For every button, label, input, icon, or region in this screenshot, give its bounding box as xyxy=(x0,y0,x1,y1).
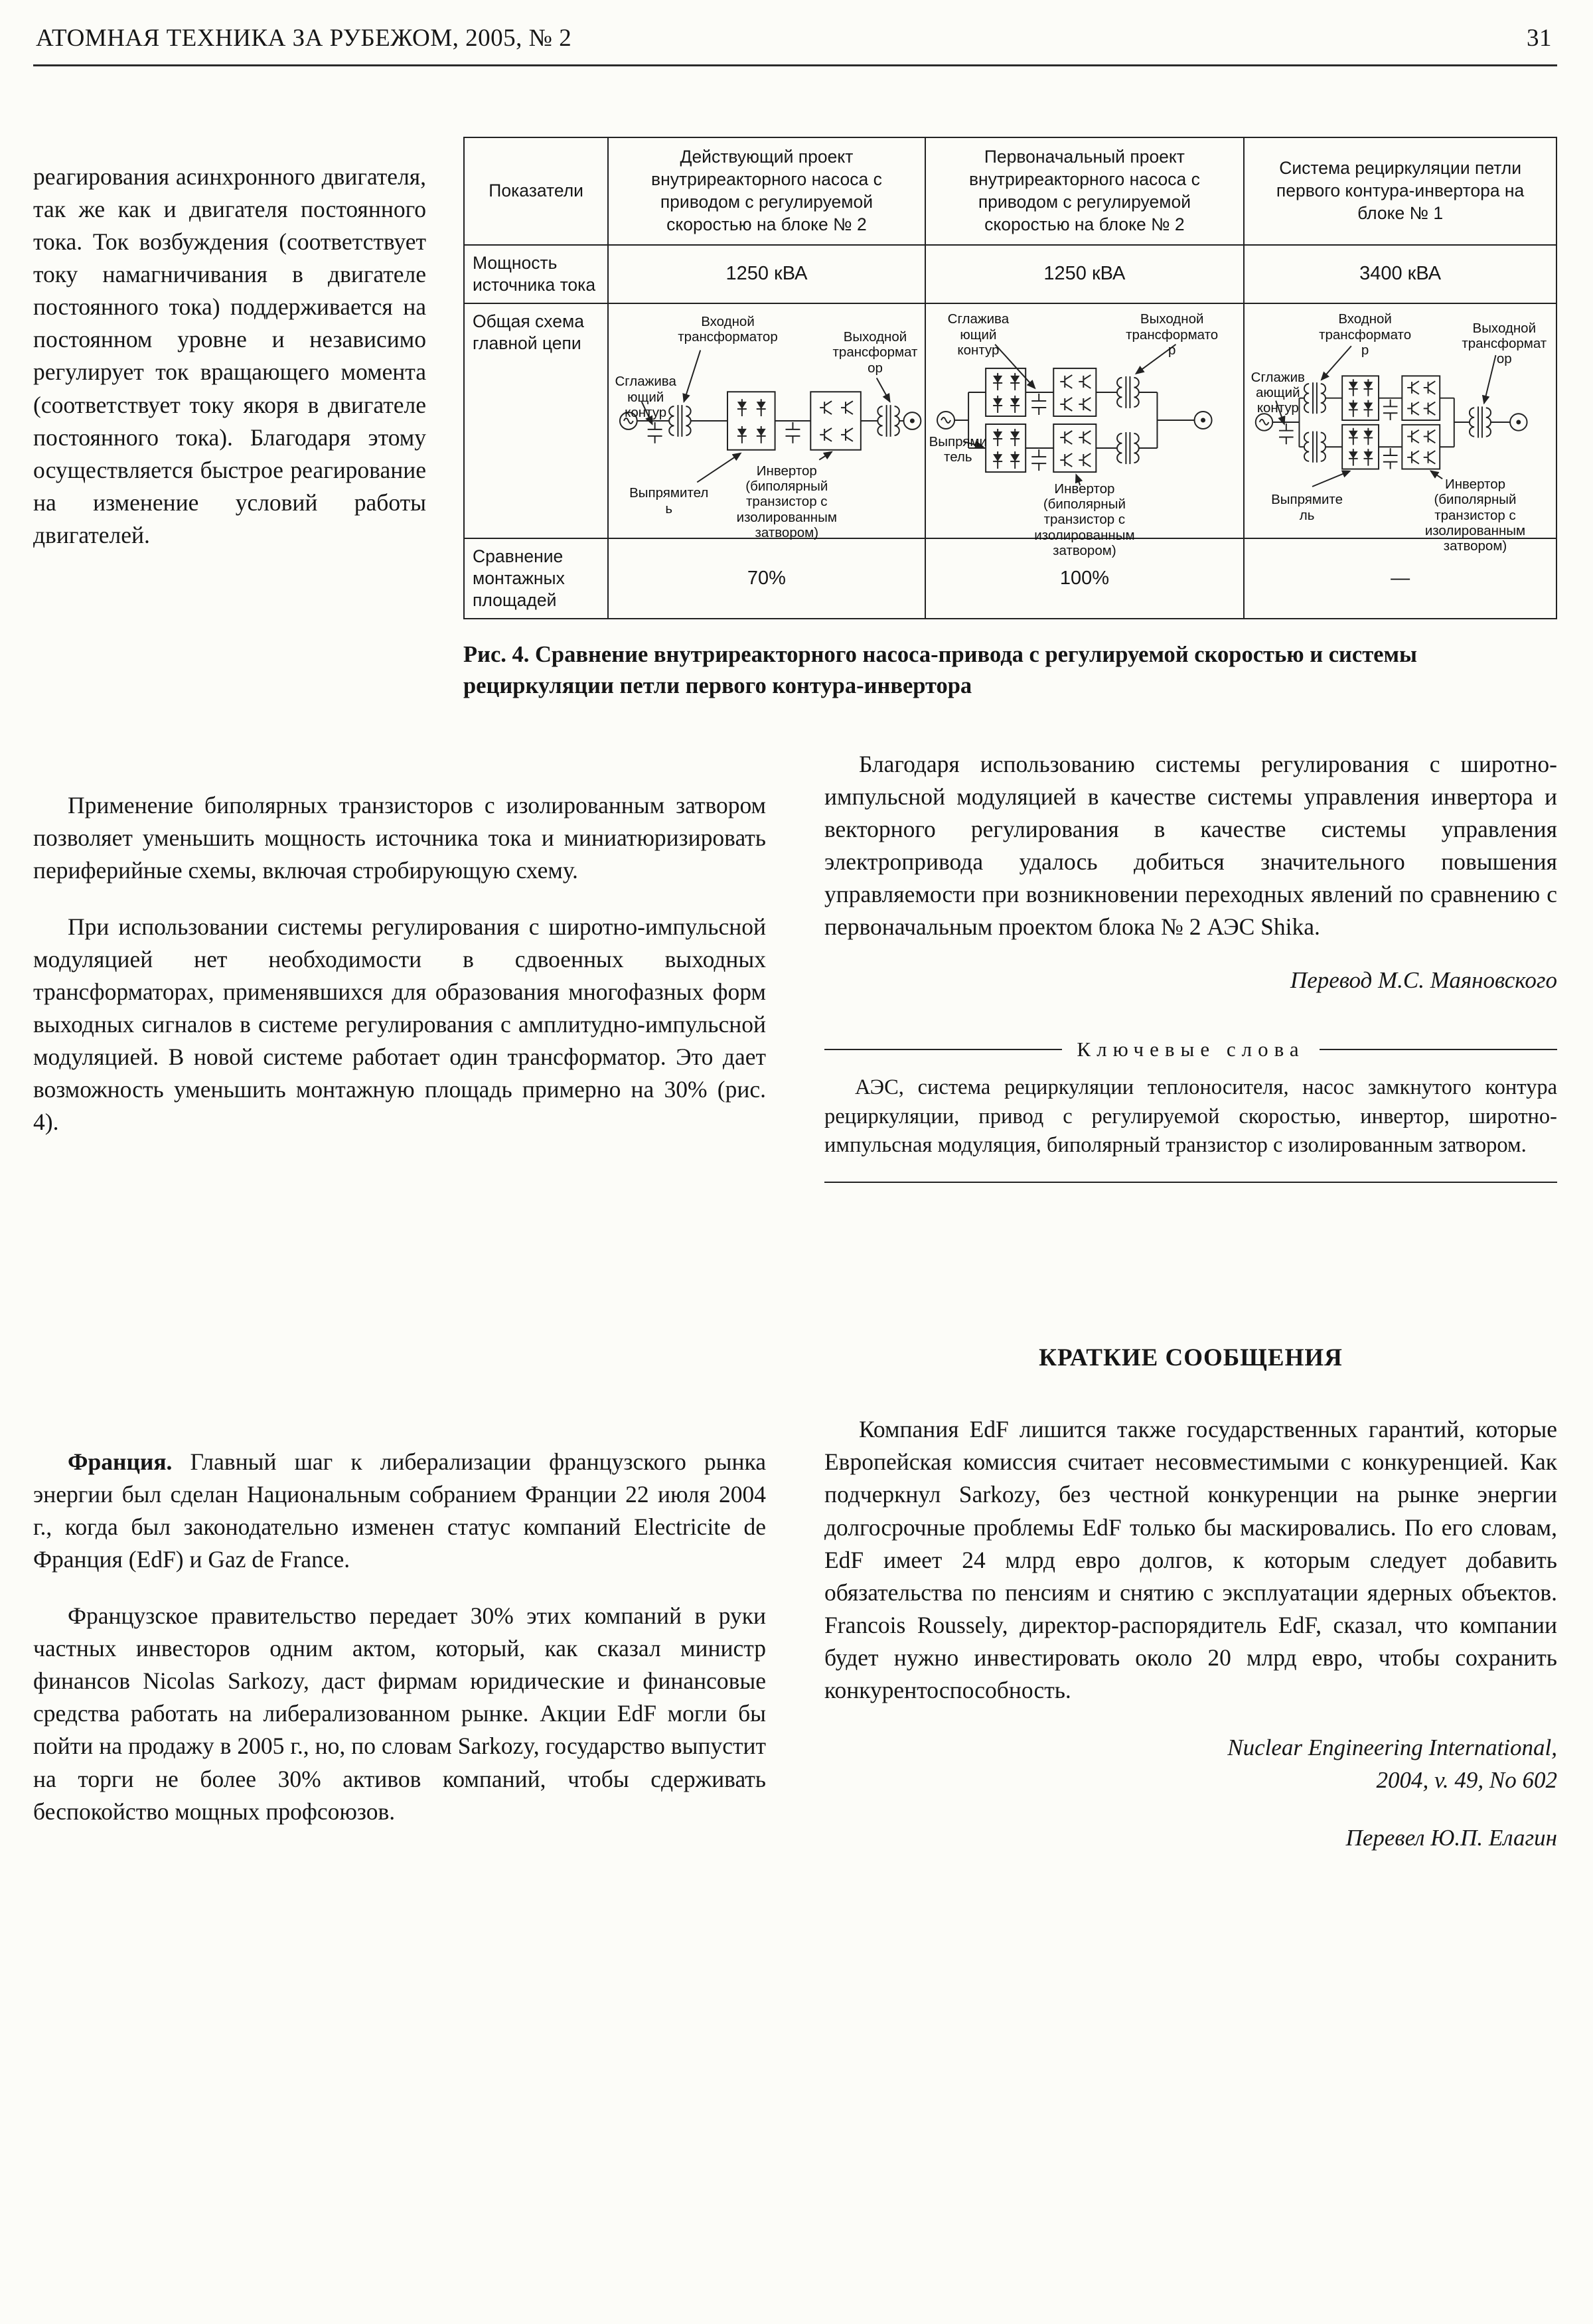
circuit-diagram-1 xyxy=(611,309,921,541)
label-inverter: Инвертор (биполярный транзистор с изолированным затвором) xyxy=(736,463,837,541)
mid-section xyxy=(33,724,1557,1204)
power-value-3: 3400 кВА xyxy=(1244,245,1556,303)
source-line-1: Nuclear Engineering International, xyxy=(1227,1734,1557,1760)
paragraph-france-1-text: Главный шаг к либерализации французского рынка энергии был сделан Национальным собранием Франции 22 июля 2004 г., когда был законодательно изменен статус компаний Electricite de Франция (EdF) и Gaz de France. xyxy=(33,1448,766,1573)
article-column-narrow xyxy=(33,137,426,702)
figure-4 xyxy=(463,137,1557,702)
label-smoothing-circuit: Сглаживающий контур xyxy=(947,311,1010,358)
paragraph-france-1 xyxy=(33,1446,766,1577)
briefs-column-right xyxy=(824,1344,1557,1875)
area-value-2: 100% xyxy=(925,538,1245,619)
table-header-recirculation-system: Система рециркуляции петли первого контура-инвертора на блоке № 1 xyxy=(1244,137,1556,245)
circuit-diagram-2 xyxy=(929,309,1241,559)
article-column-left xyxy=(33,724,766,1204)
keywords-header xyxy=(824,1038,1557,1061)
translator-credit-2: Перевел Ю.П. Елагин xyxy=(1345,1824,1557,1851)
source-citation xyxy=(824,1731,1557,1797)
circuit-diagram-3 xyxy=(1247,309,1553,554)
source-line-2: 2004, v. 49, No 602 xyxy=(1376,1767,1557,1794)
keywords-rule-left xyxy=(824,1049,1062,1050)
scheme-cell-3 xyxy=(1244,303,1556,554)
label-output-transformer: Выходной трансформатор xyxy=(1462,320,1547,367)
table-header-indicators: Показатели xyxy=(464,137,608,245)
figure-caption: Рис. 4. Сравнение внутриреакторного насоса-привода с регулируемой скоростью и системы рециркуляции петли первого контура-инвертора xyxy=(463,642,1417,699)
area-value-3: — xyxy=(1244,538,1556,619)
paragraph-france-2: Французское правительство передает 30% этих компаний в руки частных инвесторов одним актом, который, как сказал министр финансов Nicolas Sarkozy, даст фирмам юридические и финансовые средства работать на либерализованном рынке. Акции EdF могли бы пойти на продажу в 2005 г., но, по словам Sarkozy, государство выпустит на торги не более 30% активов компаний, чтобы сдерживать беспокойство мощных профсоюзов. xyxy=(33,1602,766,1825)
comparison-table xyxy=(463,137,1557,619)
row-label-area: Сравнение монтажных площадей xyxy=(464,538,608,619)
label-rectifier: Выпрямитель xyxy=(929,434,987,465)
label-inverter: Инвертор (биполярный транзистор с изолированным затвором) xyxy=(1424,476,1526,554)
briefs-column-left xyxy=(33,1344,766,1875)
section-title: КРАТКИЕ СООБЩЕНИЯ xyxy=(1039,1344,1343,1372)
table-header-initial-design: Первоначальный проект внутриреакторного насоса с приводом с регулируемой скоростью на блоке № 2 xyxy=(925,137,1245,245)
translator-credit: Перевод М.С. Маяновского xyxy=(1290,967,1557,993)
table-header-current-design: Действующий проект внутриреакторного насоса с приводом с регулируемой скоростью на блоке № 2 xyxy=(608,137,925,245)
paragraph-motor-response: реагирования асинхронного двигателя, так же как и двигателя постоянного тока. Ток возбуждения (соответствует току намагничивания в двигателе постоянного тока) поддерживается на постоянном уровне и независимо регулирует ток вращающего момента (соответствует току якоря в двигателе постоянного тока). Благодаря этому осуществляется быстрое реагирование на изменение условий работы двигателей. xyxy=(33,163,426,549)
label-rectifier: Выпрямитель xyxy=(1271,492,1343,523)
keywords-block xyxy=(824,1038,1557,1183)
label-rectifier: Выпрямитель xyxy=(629,485,709,516)
label-input-transformer: Входной трансформатор xyxy=(678,313,778,345)
keywords-rule-right xyxy=(1320,1049,1557,1050)
row-label-scheme: Общая схема главной цепи xyxy=(464,303,608,538)
label-input-transformer: Входной трансформатор xyxy=(1319,311,1412,358)
page-header xyxy=(33,17,1557,66)
paragraph-pwm: При использовании системы регулирования с широтно-импульсной модуляцией нет необходимости в сдвоенных выходных трансформаторах, применявшихся для образования многофазных форм выходных сигналов в системе регулирования с амплитудно-импульсной модуляцией. В новой системе работает один трансформатор. Это дает возможность уменьшить монтажную площадь примерно на 30% (рис. 4). xyxy=(33,913,766,1136)
label-smoothing-circuit: Сглаживающий контур xyxy=(1251,369,1305,416)
paragraph-edf: Компания EdF лишится также государственных гарантий, которые Европейская комиссия считает несовместимыми с конкуренцией. Как подчеркнул Sarkozy, без честной конкуренции на рынке энергии долгосрочные проблемы EdF только бы маскировались. По его словам, EdF имеет 24 млрд евро долгов, к которым следует добавить обязательства по пенсиям и снятию с эксплуатации ядерных объектов. Francois Roussely, директор-распорядитель EdF, сказал, что компании будет нужно инвестировать около 20 млрд евро, чтобы сохранить конкурентоспособность. xyxy=(824,1416,1557,1704)
row-label-power: Мощность источника тока xyxy=(464,245,608,303)
paragraph-control-system: Благодаря использованию системы регулирования с широтно-импульсной модуляцией в качестве системы управления инвертора и векторного регулирования в качестве системы управления электропривода удалось добиться значительного повышения управляемости при возникновении переходных явлений по сравнению с первоначальным проектом блока № 2 АЭС Shika. xyxy=(824,750,1557,941)
paragraph-igbt: Применение биполярных транзисторов с изолированным затвором позволяет уменьшить мощность источника тока и миниатюризировать периферийные схемы, включая стробирующую схему. xyxy=(33,791,766,884)
label-smoothing-circuit: Сглаживающий контур xyxy=(615,374,676,421)
table-header-row xyxy=(464,137,1556,245)
page-number: 31 xyxy=(1527,25,1552,52)
scheme-cell-1 xyxy=(608,303,925,541)
keywords-text: АЭС, система рециркуляции теплоносителя, насос замкнутого контура рециркуляции, привод с регулируемой скоростью, инвертор, широтно-импульсная модуляция, биполярный транзистор с изолированным затвором. xyxy=(824,1073,1557,1183)
country-label: Франция. xyxy=(68,1448,173,1475)
label-output-transformer: Выходной трансформатор xyxy=(832,329,918,376)
table-row-scheme xyxy=(464,303,1556,538)
scheme-cell-2 xyxy=(925,303,1245,559)
power-value-2: 1250 кВА xyxy=(925,245,1245,303)
brief-reports-section xyxy=(33,1344,1557,1875)
label-output-transformer: Выходной трансформатор xyxy=(1126,311,1219,358)
article-column-right xyxy=(824,724,1557,1204)
journal-title: АТОМНАЯ ТЕХНИКА ЗА РУБЕЖОМ, 2005, № 2 xyxy=(36,25,572,52)
top-section xyxy=(33,137,1557,702)
keywords-title: Ключевые слова xyxy=(1077,1038,1305,1061)
label-inverter: Инвертор (биполярный транзистор с изолированным затвором) xyxy=(1034,481,1135,559)
power-value-1: 1250 кВА xyxy=(608,245,925,303)
table-row-power xyxy=(464,245,1556,303)
area-value-1: 70% xyxy=(608,538,925,619)
table-row-area xyxy=(464,538,1556,619)
